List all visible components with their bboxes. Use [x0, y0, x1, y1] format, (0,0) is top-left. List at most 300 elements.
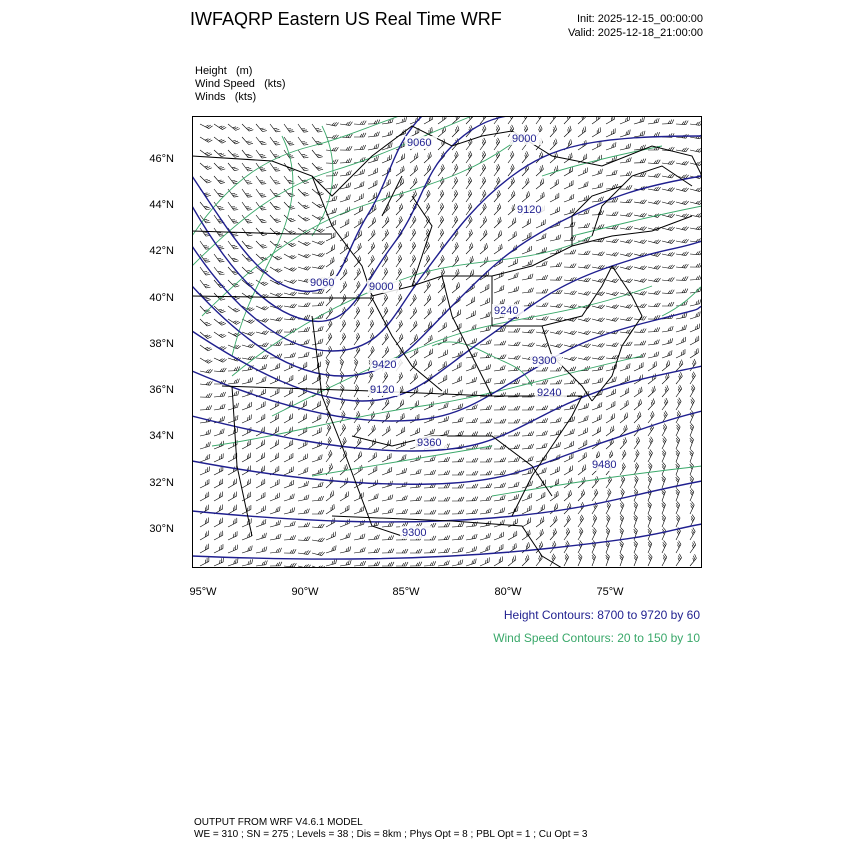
wind-barb — [199, 429, 212, 436]
wind-barb — [676, 146, 688, 152]
wind-barb — [659, 360, 671, 371]
wind-barb — [463, 177, 473, 189]
wind-barb — [340, 120, 352, 126]
wind-barb — [547, 116, 558, 124]
wind-barb — [339, 546, 352, 553]
wind-barb — [648, 315, 660, 319]
wind-barb — [242, 134, 253, 146]
wind-barb — [588, 515, 597, 527]
latitude-label: 32°N — [149, 477, 174, 489]
wind-barb — [519, 151, 530, 163]
wind-barb — [463, 164, 473, 176]
wind-barb — [644, 501, 652, 514]
wind-barb — [339, 533, 352, 540]
wind-barb — [284, 535, 296, 540]
wind-barb — [451, 560, 464, 566]
wind-barb — [240, 492, 252, 501]
wind-barb — [365, 242, 376, 254]
wind-barb — [200, 405, 212, 410]
wind-barb — [366, 452, 378, 462]
wind-barb — [438, 523, 450, 527]
wind-barb — [270, 562, 282, 566]
wind-barb — [422, 388, 434, 397]
wind-barb — [592, 328, 605, 335]
wind-barb — [393, 334, 404, 345]
wind-barb — [561, 515, 572, 527]
wind-barb — [616, 514, 624, 527]
wind-barb — [298, 135, 308, 147]
wind-barb — [662, 263, 675, 269]
wind-barb — [631, 450, 641, 462]
wind-barb — [477, 151, 487, 163]
wind-barb — [519, 116, 529, 124]
wind-barb — [254, 440, 266, 449]
wind-barb — [214, 134, 226, 145]
wind-barb — [620, 354, 632, 358]
wind-barb — [688, 348, 700, 358]
wind-barb — [382, 535, 394, 540]
wind-barb — [284, 315, 296, 320]
height-contour-label: 9300 — [532, 355, 557, 367]
wind-barb — [297, 467, 310, 475]
wind-barb — [381, 495, 394, 501]
wind-barb — [452, 471, 464, 475]
wind-barb — [379, 268, 389, 280]
wind-barb — [644, 449, 653, 462]
wind-barb — [298, 523, 310, 527]
wind-barb — [241, 365, 253, 371]
wind-barb — [242, 161, 252, 173]
wind-barb — [548, 207, 561, 215]
wind-barb — [410, 510, 422, 514]
wind-barb — [449, 126, 460, 137]
wind-barb — [284, 276, 297, 284]
wind-barb — [351, 256, 362, 267]
wind-barb — [659, 398, 669, 410]
height-contour-label: 9000 — [512, 133, 537, 145]
wind-barb — [366, 205, 378, 215]
wind-barb — [690, 146, 702, 153]
wind-barb — [564, 289, 576, 295]
wind-barb — [588, 540, 596, 553]
wind-barb — [200, 278, 210, 290]
wind-barb — [480, 458, 492, 462]
wind-barb — [672, 436, 680, 449]
wind-barb — [477, 230, 488, 241]
wind-barb — [451, 417, 463, 423]
wind-barb — [673, 541, 682, 553]
wind-barb — [634, 341, 646, 345]
wind-barb — [368, 535, 380, 540]
init-time: Init: 2025-12-15_00:00:00 — [577, 13, 703, 25]
wind-barb — [634, 263, 647, 270]
wind-barb — [323, 477, 334, 488]
latitude-label: 34°N — [149, 430, 174, 442]
wind-barb — [198, 531, 210, 540]
wind-barb — [548, 466, 561, 475]
wind-barb — [576, 428, 589, 436]
wind-barb — [212, 479, 224, 488]
wind-barb — [256, 328, 269, 335]
wind-barb — [633, 117, 646, 124]
wind-barb — [535, 261, 547, 267]
wind-barb — [590, 427, 602, 436]
wind-barb — [326, 146, 338, 151]
wind-barb — [480, 405, 492, 410]
wind-barb — [351, 268, 362, 280]
wind-barb — [228, 379, 240, 384]
wind-barb — [662, 237, 675, 244]
wind-barb — [312, 302, 324, 306]
wind-barb — [648, 289, 660, 295]
wind-barb — [505, 116, 515, 124]
wind-barb — [354, 133, 366, 137]
wind-barb — [254, 453, 266, 462]
wind-barb — [534, 517, 546, 527]
wind-barb — [269, 534, 282, 540]
wind-barb — [298, 199, 310, 210]
wind-barb — [590, 414, 603, 423]
wind-barb — [588, 527, 597, 540]
wind-barb — [519, 178, 530, 189]
wind-barb — [452, 484, 464, 488]
wind-barb — [634, 224, 647, 231]
wind-barb — [312, 160, 323, 172]
wind-barb — [463, 229, 474, 241]
wind-barb — [407, 255, 417, 267]
wind-barb — [591, 402, 604, 410]
wind-barb — [228, 367, 240, 371]
wind-barb — [227, 415, 240, 423]
wind-barb — [381, 130, 394, 137]
wind-barb — [479, 508, 491, 514]
wind-barb — [630, 540, 638, 553]
wind-barb — [477, 177, 487, 189]
wind-barb — [603, 489, 613, 501]
wind-barb — [255, 560, 267, 566]
wind-barb — [421, 360, 433, 371]
wind-barb — [436, 375, 448, 384]
wind-barb — [550, 315, 563, 321]
wind-barb — [620, 341, 632, 346]
wind-barb — [198, 467, 211, 475]
wind-barb — [508, 354, 520, 360]
wind-barb — [270, 315, 283, 321]
height-contour-label: 9060 — [407, 137, 432, 149]
wind-barb — [602, 502, 611, 514]
wind-barb — [449, 282, 461, 293]
wind-barb — [619, 363, 632, 371]
wind-barb — [647, 352, 660, 358]
wind-barb — [606, 276, 619, 283]
wind-barb — [438, 536, 450, 540]
wind-barb — [282, 466, 295, 475]
wind-barb — [550, 328, 563, 335]
page-title: IWFAQRP Eastern US Real Time WRF — [190, 9, 502, 29]
wind-barb — [326, 133, 338, 139]
wind-barb — [505, 191, 516, 202]
wind-barb — [592, 224, 604, 228]
wind-barb — [338, 491, 350, 501]
wind-barb — [407, 216, 417, 228]
wind-barb — [534, 492, 547, 501]
wind-barb — [536, 431, 548, 436]
wind-barb — [449, 242, 460, 254]
wind-barb — [214, 354, 227, 363]
wind-barb — [338, 478, 350, 488]
wind-barb — [228, 187, 238, 199]
wind-barb — [353, 506, 366, 514]
wind-barb — [563, 222, 576, 228]
wind-barb — [352, 218, 364, 228]
wind-barb — [549, 235, 562, 241]
wind-barb — [298, 302, 310, 307]
wind-barb — [686, 423, 694, 436]
wind-barb — [536, 406, 548, 410]
wind-barb — [465, 534, 478, 540]
wind-barb — [352, 193, 365, 202]
height-contour-label: 9300 — [402, 527, 427, 539]
wind-barb — [620, 211, 632, 217]
wind-barb — [242, 147, 253, 159]
wind-barb — [578, 354, 591, 361]
wind-barb — [242, 187, 252, 199]
wind-barb — [536, 289, 548, 293]
wind-barb — [296, 375, 308, 384]
wind-barb — [312, 510, 324, 514]
wind-barb — [254, 506, 267, 514]
wind-barb — [508, 457, 520, 462]
wind-barb — [686, 436, 694, 449]
wind-barb — [240, 414, 253, 423]
wind-barb — [632, 387, 644, 397]
wind-barb — [270, 122, 280, 134]
wind-barb — [438, 484, 450, 488]
wind-barb — [648, 172, 660, 178]
wind-barb — [226, 518, 238, 527]
wind-barb — [673, 385, 683, 397]
wind-barb — [658, 462, 666, 475]
wind-barb — [200, 160, 212, 171]
wind-barb — [658, 424, 667, 436]
wind-barb — [561, 490, 573, 501]
wind-barb — [620, 171, 632, 176]
wind-barb — [198, 518, 210, 527]
wind-barb — [325, 559, 338, 566]
wind-barb — [520, 505, 533, 514]
wind-barb — [644, 553, 653, 566]
wind-barb — [394, 166, 406, 176]
wind-barb — [662, 289, 674, 294]
wind-barb — [589, 476, 600, 488]
wind-barb — [242, 251, 253, 263]
wind-barb — [200, 134, 212, 144]
wind-barb — [604, 128, 617, 137]
wind-barb — [199, 442, 212, 449]
wind-barb — [199, 454, 212, 462]
wind-barb — [561, 116, 572, 124]
wind-barb — [506, 531, 518, 540]
wind-barb — [408, 400, 420, 410]
wind-barb — [407, 307, 418, 319]
wind-barb — [645, 411, 656, 423]
wind-barb — [242, 226, 252, 238]
wind-barb — [270, 289, 283, 297]
wind-barb — [323, 437, 333, 449]
wind-barb — [604, 426, 616, 436]
wind-barb — [323, 424, 332, 436]
wind-barb — [658, 475, 666, 488]
wind-barb — [214, 392, 226, 397]
wind-barb — [322, 371, 330, 384]
wind-barb — [438, 471, 450, 475]
wind-barb — [616, 527, 624, 540]
wind-barb — [394, 399, 406, 410]
wind-barb — [577, 403, 590, 410]
wind-barb — [365, 230, 376, 241]
wind-barb — [563, 194, 576, 202]
wind-barb — [493, 365, 505, 371]
wind-barb — [351, 398, 361, 410]
wind-barb — [630, 501, 638, 514]
wind-barb — [338, 505, 351, 514]
wind-barb — [367, 493, 380, 501]
wind-barb — [407, 373, 419, 384]
wind-barb — [368, 562, 380, 566]
wind-barb — [521, 246, 534, 254]
wind-barb — [421, 152, 433, 163]
wind-barb — [620, 302, 633, 309]
wind-barb — [200, 147, 212, 157]
wind-barb — [465, 338, 478, 345]
wind-barb — [324, 490, 336, 501]
wind-barb — [270, 199, 281, 211]
wind-barb — [228, 303, 240, 313]
wind-barb — [339, 182, 352, 189]
latitude-label: 46°N — [149, 153, 174, 165]
wind-barb — [212, 492, 224, 501]
wind-barb — [661, 350, 674, 358]
wind-barb — [592, 341, 605, 347]
wind-barb — [604, 401, 617, 410]
wind-barb — [690, 224, 702, 230]
wind-barb — [297, 481, 310, 488]
wind-barb — [379, 217, 390, 228]
wind-barb — [365, 307, 375, 319]
wind-barb — [214, 160, 225, 171]
wind-barb — [466, 471, 478, 475]
wind-barb — [353, 534, 366, 540]
wind-barb — [564, 302, 577, 308]
wind-barb — [226, 428, 239, 436]
wind-barb — [214, 147, 226, 158]
wind-barb — [676, 120, 688, 125]
wind-barb — [592, 263, 605, 269]
wind-barb — [672, 501, 680, 514]
wind-barb — [298, 160, 309, 172]
longitude-label: 95°W — [189, 586, 217, 598]
wind-barb — [661, 338, 674, 345]
wind-barb — [200, 367, 213, 373]
wind-barb — [620, 237, 633, 244]
wind-barb — [534, 480, 547, 488]
wind-barb — [592, 197, 604, 202]
wind-barb — [658, 436, 667, 449]
wind-barb — [618, 388, 630, 397]
wind-barb — [366, 466, 378, 475]
wind-barb — [480, 496, 492, 501]
wind-barb — [590, 116, 602, 124]
wind-barb — [618, 400, 630, 410]
field-unit: (kts) — [234, 91, 257, 103]
wind-barb — [242, 200, 252, 212]
wind-barb — [352, 465, 364, 475]
wind-barb — [577, 181, 590, 189]
wind-barb — [686, 462, 694, 475]
wind-barb — [465, 363, 478, 371]
wind-barb — [647, 339, 659, 345]
wind-barb — [534, 192, 546, 202]
wind-barb — [592, 315, 605, 322]
wind-barb — [658, 554, 667, 566]
wind-barb — [477, 138, 487, 150]
wind-barb — [351, 333, 361, 345]
wind-barb — [296, 414, 308, 423]
wind-barb — [311, 339, 324, 345]
wind-barb — [310, 401, 322, 410]
wind-barb — [408, 153, 420, 163]
wind-barb — [324, 518, 336, 527]
wind-barb — [536, 367, 548, 371]
wind-barb — [480, 471, 492, 475]
wind-barb — [617, 437, 628, 449]
wind-barb — [323, 320, 334, 332]
wind-barb — [662, 185, 675, 192]
wind-barb — [311, 482, 324, 488]
wind-barb — [686, 449, 694, 462]
wind-barb — [449, 216, 459, 228]
wind-barb — [254, 492, 267, 501]
wind-barb — [213, 404, 226, 410]
wind-barb — [647, 118, 659, 124]
wind-barb — [689, 311, 702, 319]
wind-barb — [687, 528, 697, 540]
wind-barb — [214, 265, 225, 277]
model-info: OUTPUT FROM WRF V4.6.1 MODEL — [194, 817, 363, 828]
wind-barb — [214, 329, 226, 339]
wind-barb — [379, 294, 389, 306]
wind-barb — [451, 351, 464, 358]
wind-barb — [648, 198, 661, 204]
wind-barb — [227, 391, 240, 397]
wind-barb — [452, 510, 464, 514]
wind-barb — [256, 135, 267, 147]
wind-barb — [436, 116, 448, 124]
wind-barb — [282, 440, 294, 449]
wind-barb — [505, 151, 515, 163]
wind-barb — [226, 505, 238, 514]
wind-barb — [478, 284, 491, 293]
wind-barb — [409, 469, 421, 475]
wind-barb — [268, 479, 281, 488]
wind-barb — [644, 488, 652, 501]
wind-barb — [676, 159, 689, 165]
wind-barb — [631, 399, 643, 410]
wind-barb — [421, 281, 432, 293]
wind-barb — [617, 476, 626, 488]
wind-barb — [284, 549, 296, 553]
wind-barb — [606, 211, 618, 216]
